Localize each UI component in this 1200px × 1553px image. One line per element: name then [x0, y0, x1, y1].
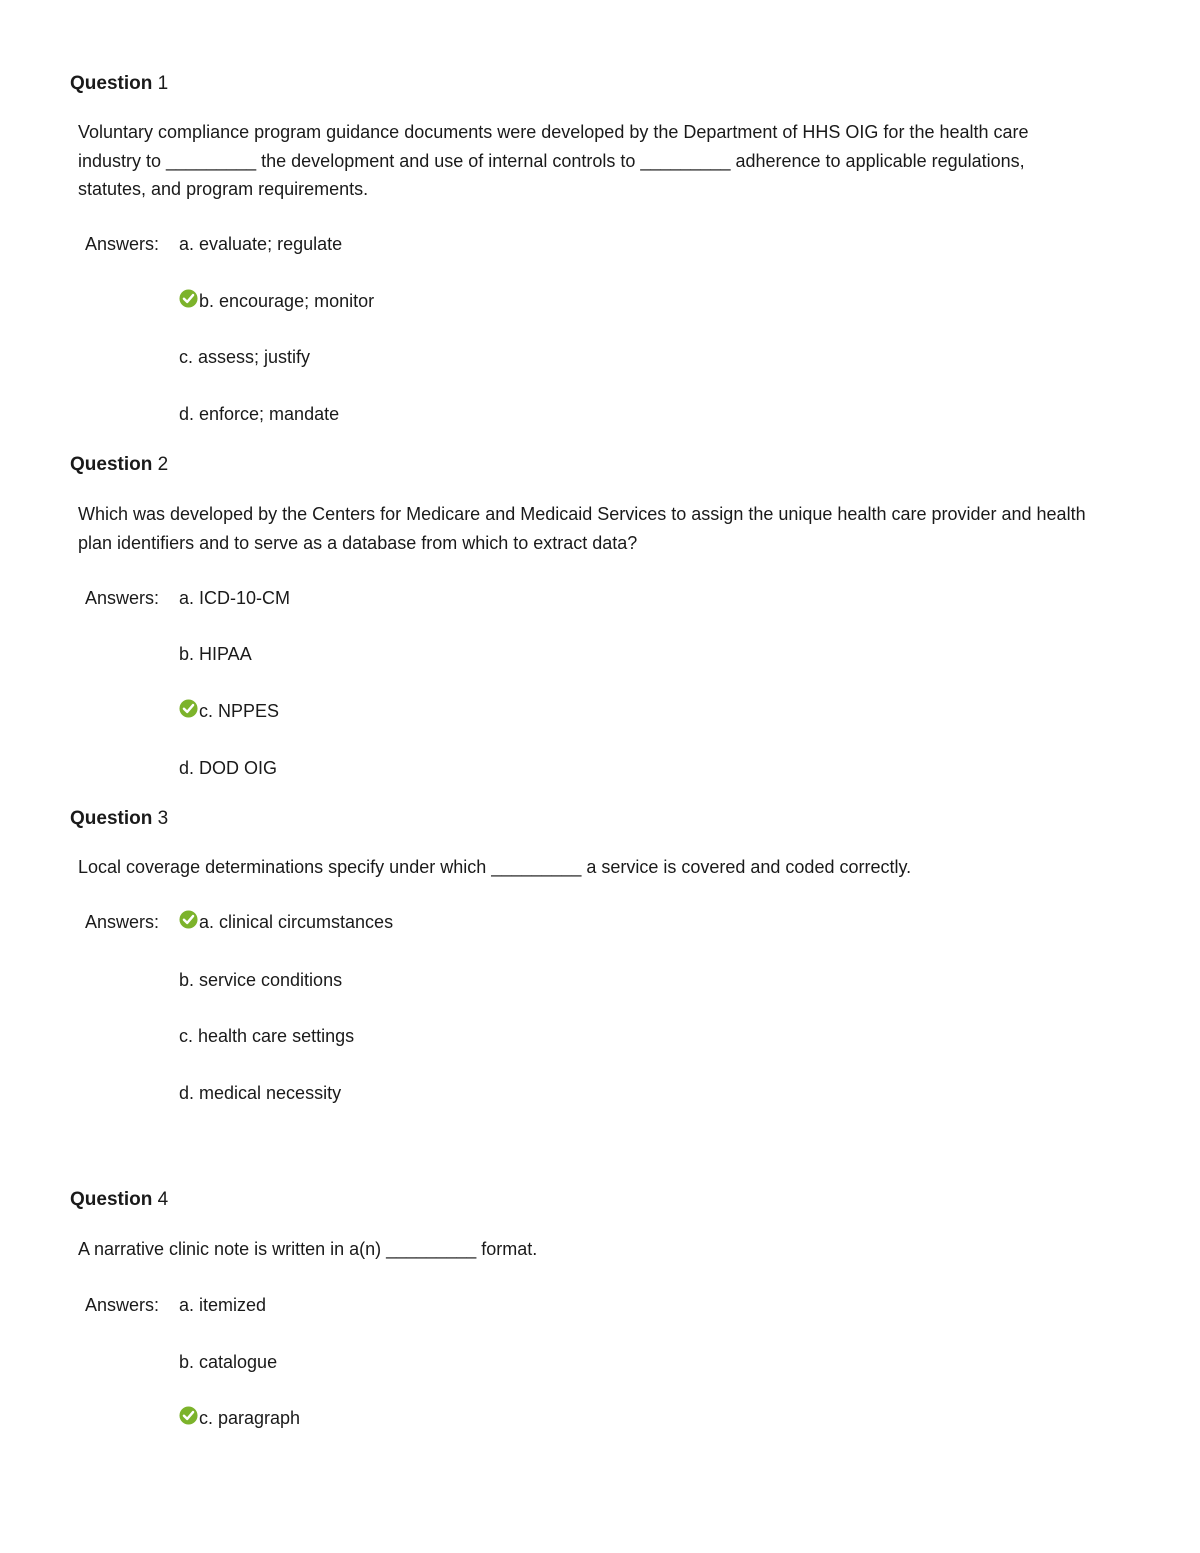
answer-label: a. clinical circumstances	[199, 912, 394, 932]
answer-option-d	[179, 1081, 341, 1105]
question-heading-word: Question	[70, 1189, 153, 1210]
check-circle-icon	[179, 910, 198, 929]
answer-option-b	[179, 642, 252, 666]
answer-option-a	[179, 586, 290, 610]
answer-option-d	[179, 756, 277, 780]
answer-label: a. itemized	[179, 1295, 267, 1315]
answers-label: Answers:	[85, 234, 160, 254]
answer-option-d	[179, 402, 339, 426]
answer-label: b. service conditions	[179, 970, 343, 990]
answers-label: Answers:	[85, 588, 160, 608]
answer-label: c. assess; justify	[179, 347, 311, 367]
question-heading-word: Question	[70, 73, 153, 94]
question-heading-number: 2	[157, 454, 169, 475]
question-text: Local coverage determinations specify under which _________ a service is covered and coded correctly.	[78, 857, 912, 877]
question-heading	[70, 453, 168, 477]
question-heading-number: 1	[157, 73, 169, 94]
question-heading	[70, 72, 168, 96]
answers-label: Answers:	[85, 912, 160, 932]
check-circle-icon	[179, 699, 198, 718]
answer-label: b. catalogue	[179, 1352, 278, 1372]
answer-option-b	[179, 968, 342, 992]
answer-label: d. medical necessity	[179, 1083, 342, 1103]
question-text: Voluntary compliance program guidance documents were developed by the Department of HHS OIG for the health care industry to _________ the development and use of internal controls to _________ adherence to applicable regulations, statutes, and program requirements.	[78, 122, 1029, 199]
answer-option-a	[179, 232, 342, 256]
answers-label: Answers:	[85, 1295, 160, 1315]
answer-label: d. enforce; mandate	[179, 404, 340, 424]
answer-option-c	[179, 345, 310, 369]
answer-option-c	[179, 1406, 300, 1430]
answer-option-b	[179, 1350, 277, 1374]
question-heading-word: Question	[70, 808, 153, 829]
answer-option-a	[179, 1293, 266, 1317]
question-text: Which was developed by the Centers for Medicare and Medicaid Services to assign the unique health care provider and health plan identifiers and to serve as a database from which to extract data?	[78, 504, 1086, 553]
answer-option-a	[179, 910, 393, 934]
answer-label: c. health care settings	[179, 1026, 355, 1046]
question-text: A narrative clinic note is written in a(n) _________ format.	[78, 1239, 538, 1259]
answer-label: b. encourage; monitor	[199, 291, 375, 311]
answer-option-c	[179, 699, 279, 723]
question-heading-number: 4	[157, 1189, 169, 1210]
answer-label: b. HIPAA	[179, 644, 252, 664]
answer-label: c. NPPES	[199, 701, 280, 721]
question-heading-word: Question	[70, 454, 153, 475]
answer-option-b	[179, 289, 374, 313]
answer-option-c	[179, 1024, 354, 1048]
check-circle-icon	[179, 289, 198, 308]
answer-label: a. evaluate; regulate	[179, 234, 343, 254]
question-heading-number: 3	[157, 808, 169, 829]
answer-label: d. DOD OIG	[179, 758, 278, 778]
question-heading	[70, 807, 168, 831]
answer-label: a. ICD-10-CM	[179, 588, 291, 608]
answer-label: c. paragraph	[199, 1408, 301, 1428]
question-heading	[70, 1188, 168, 1212]
check-circle-icon	[179, 1406, 198, 1425]
